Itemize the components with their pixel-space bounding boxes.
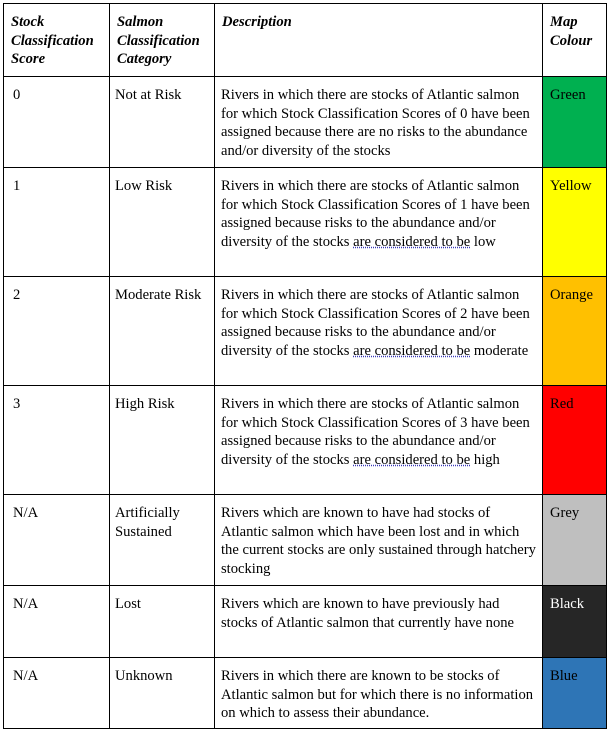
table-header-row xyxy=(4,4,607,77)
colour-cell: Green xyxy=(543,77,607,168)
description-cell xyxy=(215,277,543,386)
description-text-end: high xyxy=(470,451,500,468)
table-row xyxy=(4,495,607,586)
category-cell: Moderate Risk xyxy=(110,277,215,386)
description-marked-text: are considered to be xyxy=(353,342,471,359)
description-text: Rivers in which there are stocks of Atlantic salmon for which Stock Classification Scores of 2 have been assigned because risks to the abundance and/or diversity of the stocks xyxy=(221,287,530,359)
description-text: Rivers in which there are stocks of Atlantic salmon for which Stock Classification Scores of 3 have been assigned because risks to the abundance and/or diversity of the stocks xyxy=(221,396,530,468)
score-cell: 0 xyxy=(4,77,110,168)
description-marked-text: are considered to be xyxy=(353,451,471,468)
table-row xyxy=(4,586,607,658)
description-cell xyxy=(215,386,543,495)
description-cell: Rivers which are known to have previously had stocks of Atlantic salmon that currently have none xyxy=(215,586,543,658)
score-cell: N/A xyxy=(4,586,110,658)
colour-cell: Red xyxy=(543,386,607,495)
colour-cell: Blue xyxy=(543,658,607,729)
header-colour: Map Colour xyxy=(543,4,607,77)
score-cell: 2 xyxy=(4,277,110,386)
category-cell: Lost xyxy=(110,586,215,658)
table-row xyxy=(4,386,607,495)
colour-cell: Yellow xyxy=(543,168,607,277)
description-cell: Rivers in which there are known to be stocks of Atlantic salmon but for which there is no information on which to assess their abundance. xyxy=(215,658,543,729)
score-cell: N/A xyxy=(4,495,110,586)
description-text: Rivers in which there are stocks of Atlantic salmon for which Stock Classification Scores of 1 have been assigned because risks to the abundance and/or diversity of the stocks xyxy=(221,178,530,250)
description-cell: Rivers in which there are stocks of Atlantic salmon for which Stock Classification Scores of 0 have been assigned because there are no risks to the abundance and/or diversity of the stocks xyxy=(215,77,543,168)
description-text-end: low xyxy=(470,233,496,250)
description-cell: Rivers which are known to have had stocks of Atlantic salmon which have been lost and in which the current stocks are only sustained through hatchery stocking xyxy=(215,495,543,586)
header-description: Description xyxy=(215,4,543,77)
category-cell: Not at Risk xyxy=(110,77,215,168)
table-row xyxy=(4,168,607,277)
description-text-end: moderate xyxy=(470,342,529,359)
category-cell: High Risk xyxy=(110,386,215,495)
salmon-classification-table xyxy=(3,3,607,729)
table-row xyxy=(4,658,607,729)
header-score: Stock Classification Score xyxy=(4,4,110,77)
header-category: Salmon Classification Category xyxy=(110,4,215,77)
colour-cell: Orange xyxy=(543,277,607,386)
table-row xyxy=(4,277,607,386)
category-cell: Unknown xyxy=(110,658,215,729)
score-cell: 3 xyxy=(4,386,110,495)
score-cell: N/A xyxy=(4,658,110,729)
category-cell: Low Risk xyxy=(110,168,215,277)
description-cell xyxy=(215,168,543,277)
colour-cell: Black xyxy=(543,586,607,658)
colour-cell: Grey xyxy=(543,495,607,586)
category-cell: Artificially Sustained xyxy=(110,495,215,586)
table-row xyxy=(4,77,607,168)
description-marked-text: are considered to be xyxy=(353,233,471,250)
score-cell: 1 xyxy=(4,168,110,277)
